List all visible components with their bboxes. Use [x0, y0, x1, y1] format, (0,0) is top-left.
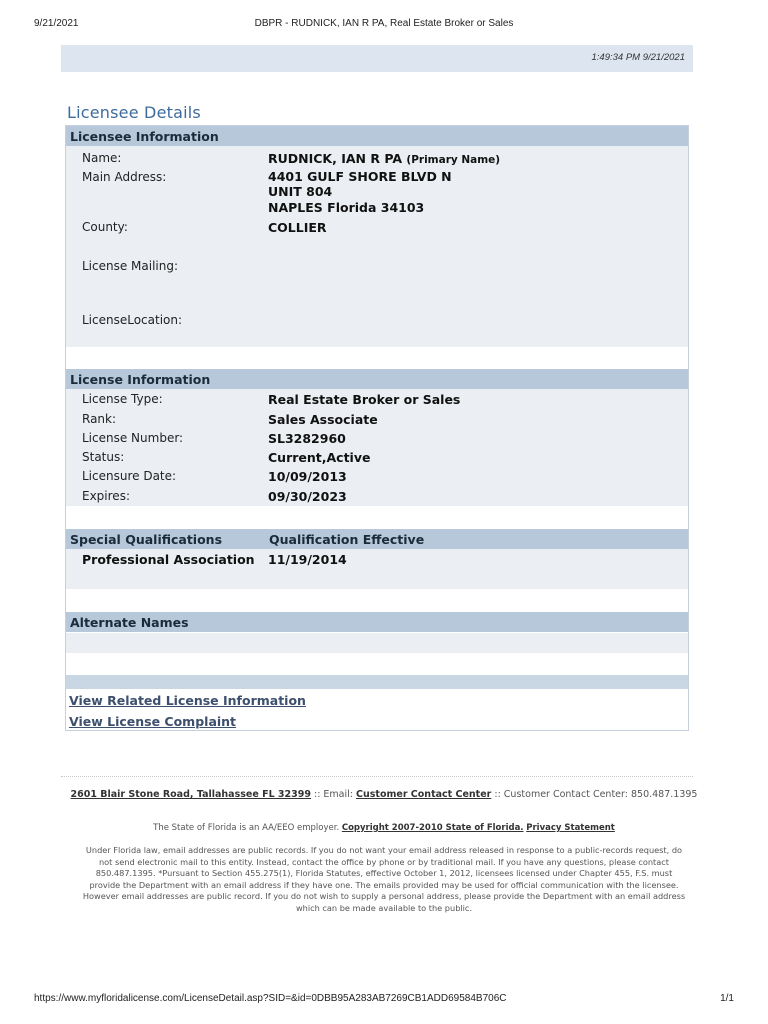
- view-license-complaint-link[interactable]: View License Complaint: [69, 714, 237, 729]
- customer-contact-center-link[interactable]: Customer Contact Center: [356, 789, 492, 800]
- footer-divider: [61, 776, 693, 777]
- special-qualifications-title: Special Qualifications: [70, 532, 223, 547]
- legal-notice: Under Florida law, email addresses are public records. If you do not want your email address released in response to a public-records request, do not send electronic mail to this entity. Instead, contact the office by phone or by traditional mail. If you have any questions, please contact 850.487.1395. *Pursuant to Section 455.275(1), Florida Statutes, effective October 1, 2012, licensees licensed under Chapter 455, F.S. must provide the Department with an email address if they have one. The emails provided may be used for official communication with the licensee. However email addresses are public record. If you do not wish to supply a personal address, please provide the Department with an email address which can be made available to the public.: [82, 845, 686, 913]
- qualification-effective-title: Qualification Effective: [269, 532, 425, 547]
- special-qualifications-body: [66, 549, 688, 589]
- timestamp-bar: [61, 45, 693, 72]
- print-url: https://www.myfloridalicense.com/LicenseDetail.asp?SID=&id=0DBB95A283AB7269CB1ADD69584B706C: [34, 993, 507, 1004]
- licensee-information-title: Licensee Information: [70, 129, 219, 144]
- main-address-label: Main Address:: [82, 170, 167, 184]
- footer-contact-line: [0, 789, 768, 800]
- section-divider: [66, 675, 688, 689]
- licensee-information-body: [66, 146, 688, 347]
- license-information-body: [66, 389, 688, 506]
- name-value: RUDNICK, IAN R PA (Primary Name): [268, 151, 501, 166]
- timestamp: 1:49:34 PM 9/21/2021: [591, 52, 685, 63]
- licensee-details-panel: [65, 125, 689, 731]
- address-link[interactable]: 2601 Blair Stone Road, Tallahassee FL 32399: [70, 789, 311, 800]
- footer-employer-line: [0, 823, 768, 833]
- print-date: 9/21/2021: [34, 18, 79, 29]
- status-value: Current,Active: [268, 450, 371, 465]
- licensee-information-header: [66, 126, 688, 146]
- license-type-value: Real Estate Broker or Sales: [268, 392, 461, 407]
- license-information-title: License Information: [70, 372, 211, 387]
- contact-phone-text: :: Customer Contact Center: 850.487.1395: [491, 789, 698, 800]
- address-line-1: 4401 GULF SHORE BLVD N: [268, 169, 452, 184]
- license-type-label: License Type:: [82, 392, 163, 406]
- license-information-header: [66, 369, 688, 389]
- primary-name-note: (Primary Name): [406, 154, 501, 166]
- print-header: [0, 18, 768, 32]
- status-label: Status:: [82, 450, 125, 464]
- licensure-date-value: 10/09/2013: [268, 469, 347, 484]
- print-title: DBPR - RUDNICK, IAN R PA, Real Estate Broker or Sales: [254, 18, 514, 29]
- qualification-date: 11/19/2014: [268, 552, 347, 567]
- privacy-statement-link[interactable]: Privacy Statement: [526, 823, 615, 833]
- alternate-names-body: [66, 633, 688, 653]
- license-location-label: LicenseLocation:: [82, 313, 183, 327]
- view-related-license-link[interactable]: View Related License Information: [69, 693, 306, 708]
- print-footer: [0, 993, 768, 1007]
- license-mailing-label: License Mailing:: [82, 259, 179, 273]
- name-label: Name:: [82, 151, 122, 165]
- county-label: County:: [82, 220, 128, 234]
- address-line-3: NAPLES Florida 34103: [268, 200, 425, 215]
- page-title: Licensee Details: [67, 103, 201, 122]
- special-qualifications-header: [66, 529, 688, 549]
- alternate-names-header: [66, 612, 688, 632]
- page-number: 1/1: [720, 993, 734, 1004]
- rank-label: Rank:: [82, 412, 117, 426]
- expires-value: 09/30/2023: [268, 489, 347, 504]
- rank-value: Sales Associate: [268, 412, 378, 427]
- licensure-date-label: Licensure Date:: [82, 469, 177, 483]
- copyright-link[interactable]: Copyright 2007-2010 State of Florida.: [341, 823, 524, 833]
- employer-text: The State of Florida is an AA/EEO employer.: [153, 823, 342, 833]
- alternate-names-title: Alternate Names: [70, 615, 189, 630]
- qualification-name: Professional Association: [82, 552, 255, 567]
- license-number-label: License Number:: [82, 431, 184, 445]
- email-separator: :: Email:: [310, 789, 357, 800]
- expires-label: Expires:: [82, 489, 130, 503]
- address-line-2: UNIT 804: [268, 184, 333, 199]
- license-number-value: SL3282960: [268, 431, 346, 446]
- county-value: COLLIER: [268, 220, 327, 235]
